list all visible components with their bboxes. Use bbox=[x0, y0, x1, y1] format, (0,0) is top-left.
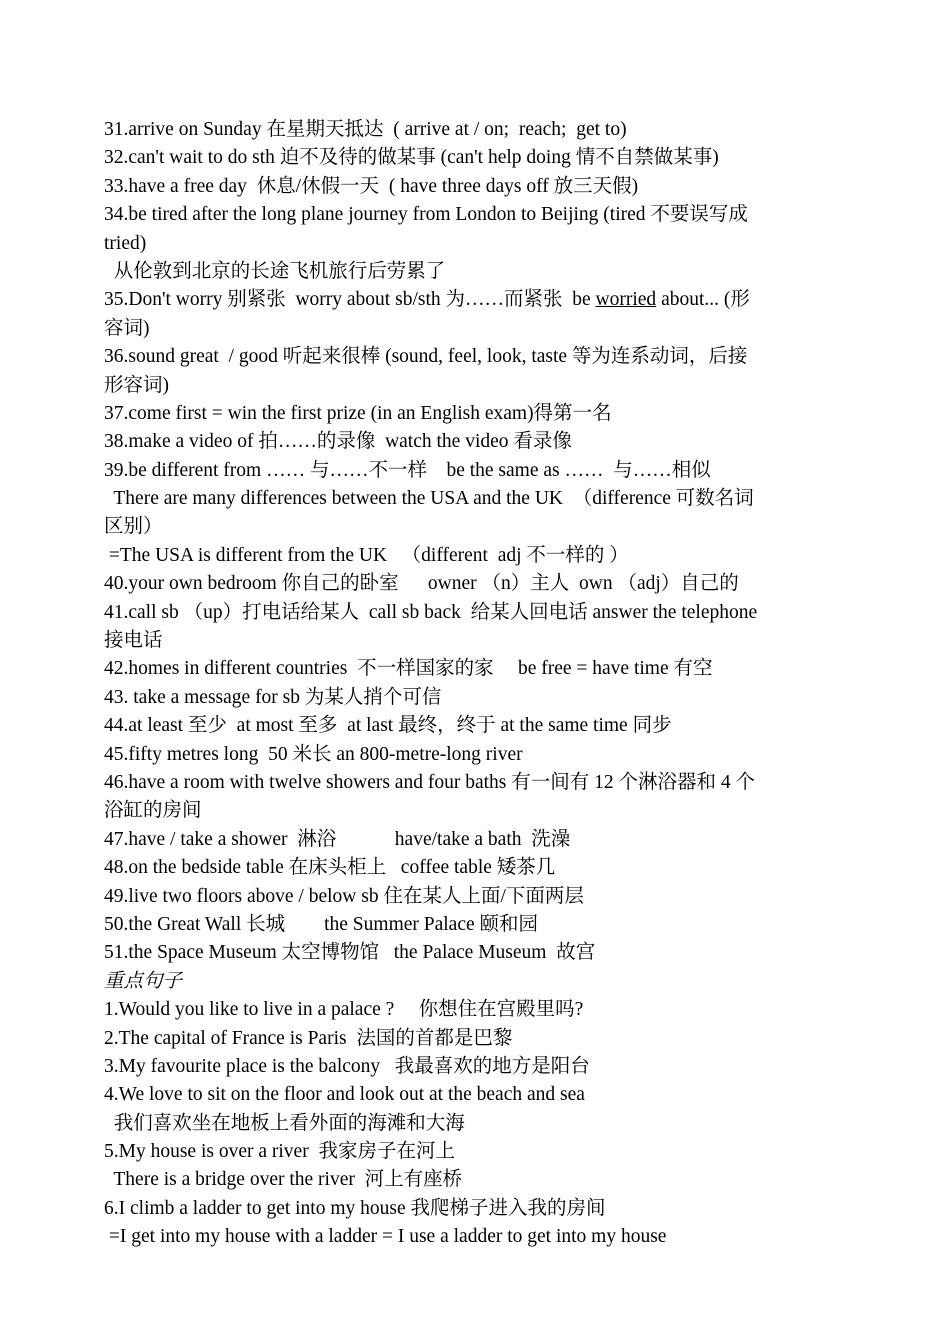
text-line-35 bbox=[104, 286, 844, 314]
text-line-38: 38.make a video of 拍……的录像 watch the video 看录像 bbox=[104, 431, 572, 453]
text-line-36-cont: 形容词) bbox=[104, 374, 169, 396]
text-line-35-tail: about... (形 bbox=[656, 289, 750, 311]
text-line-40: 40.your own bedroom 你自己的卧室 owner （n）主人 own （adj）自己的 bbox=[104, 573, 739, 595]
text-line-46-cont: 浴缸的房间 bbox=[104, 800, 202, 822]
text-line-33: 33.have a free day 休息/休假一天 ( have three days off 放三天假) bbox=[104, 175, 639, 197]
text-line-34-cont: tried) bbox=[104, 232, 147, 254]
text-line-36: 36.sound great / good 听起来很棒 (sound, feel, look, taste 等为连系动词，后接 bbox=[104, 346, 748, 368]
text-line-41-cont: 接电话 bbox=[104, 630, 163, 652]
text-line-39-equivalent: =The USA is different from the UK （different adj 不一样的 ） bbox=[104, 544, 629, 566]
text-line-44: 44.at least 至少 at most 至多 at last 最终，终于 at the same time 同步 bbox=[104, 715, 672, 737]
text-line-45: 45.fifty metres long 50 米长 an 800-metre-long river bbox=[104, 743, 523, 765]
text-line-50: 50.the Great Wall 长城 the Summer Palace 颐和园 bbox=[104, 913, 539, 935]
sentence-1: 1.Would you like to live in a palace ? 你想住在宫殿里吗? bbox=[104, 999, 584, 1021]
text-line-42: 42.homes in different countries 不一样国家的家 be free = have time 有空 bbox=[104, 658, 713, 680]
text-line-32: 32.can't wait to do sth 迫不及待的做某事 (can't help doing 情不自禁做某事) bbox=[104, 147, 719, 169]
sentence-6: 6.I climb a ladder to get into my house 我爬梯子进入我的房间 bbox=[104, 1197, 606, 1219]
sentence-3: 3.My favourite place is the balcony 我最喜欢的地方是阳台 bbox=[104, 1055, 590, 1077]
text-line-39-example: There are many differences between the USA and the UK （difference 可数名词 bbox=[104, 488, 754, 510]
text-line-47: 47.have / take a shower 淋浴 have/take a bath 洗澡 bbox=[104, 828, 571, 850]
text-line-51: 51.the Space Museum 太空博物馆 the Palace Museum 故宫 bbox=[104, 942, 596, 964]
text-line-34-translation: 从伦敦到北京的长途飞机旅行后劳累了 bbox=[104, 260, 446, 282]
text-line-48: 48.on the bedside table 在床头柜上 coffee table 矮茶几 bbox=[104, 857, 556, 879]
text-line-41: 41.call sb （up）打电话给某人 call sb back 给某人回电话 answer the telephone bbox=[104, 601, 758, 623]
section-heading: 重点句子 bbox=[104, 970, 183, 992]
sentence-4: 4.We love to sit on the floor and look out at the beach and sea bbox=[104, 1084, 585, 1106]
sentence-6-equivalent: =I get into my house with a ladder = I use a ladder to get into my house bbox=[104, 1226, 667, 1248]
sentence-5-example: There is a bridge over the river 河上有座桥 bbox=[104, 1169, 463, 1191]
text-line-37: 37.come first = win the first prize (in an English exam)得第一名 bbox=[104, 402, 612, 424]
text-line-35-head: 35.Don't worry 别紧张 worry about sb/sth 为……而紧张 be bbox=[104, 289, 596, 311]
text-line-39-example-cont: 区别） bbox=[104, 516, 163, 538]
document-page bbox=[104, 116, 844, 1252]
text-line-49: 49.live two floors above / below sb 住在某人上面/下面两层 bbox=[104, 885, 584, 907]
underlined-word: worried bbox=[595, 289, 657, 311]
sentence-5: 5.My house is over a river 我家房子在河上 bbox=[104, 1141, 455, 1163]
text-line-43: 43. take a message for sb 为某人捎个可信 bbox=[104, 686, 442, 708]
sentence-2: 2.The capital of France is Paris 法国的首都是巴黎 bbox=[104, 1027, 513, 1049]
text-line-35-cont: 容词) bbox=[104, 317, 150, 339]
text-line-31: 31.arrive on Sunday 在星期天抵达 ( arrive at / on; reach; get to) bbox=[104, 119, 627, 140]
text-line-34: 34.be tired after the long plane journey from London to Beijing (tired 不要误写成 bbox=[104, 204, 748, 226]
sentence-4-translation: 我们喜欢坐在地板上看外面的海滩和大海 bbox=[104, 1112, 465, 1134]
text-line-39: 39.be different from …… 与……不一样 be the same as …… 与……相似 bbox=[104, 459, 711, 481]
text-line-46: 46.have a room with twelve showers and four baths 有一间有 12 个淋浴器和 4 个 bbox=[104, 771, 755, 793]
